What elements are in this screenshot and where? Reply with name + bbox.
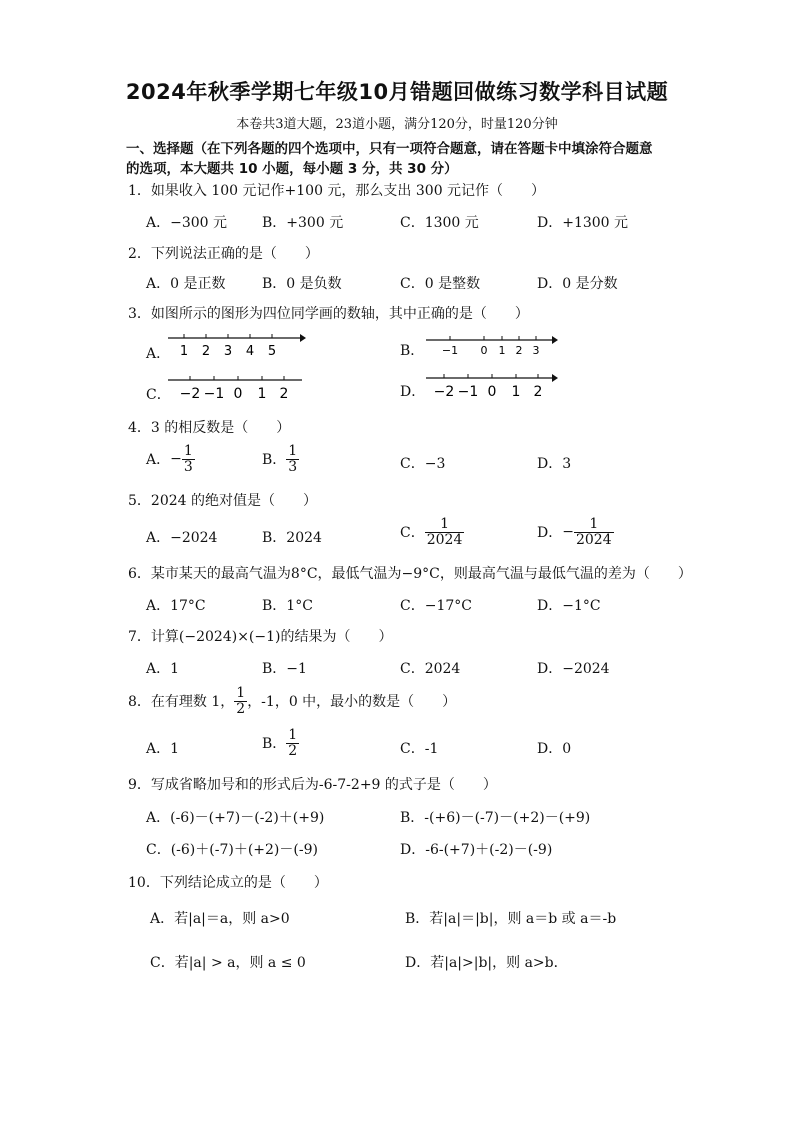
question-2-stem: 2．下列说法正确的是（ ） (128, 246, 319, 262)
tick-label: 1 (498, 344, 506, 357)
number-line-c (166, 370, 306, 404)
section-heading-line2: 的选项，本大题共 10 小题，每小题 3 分，共 30 分） (126, 161, 458, 177)
tick-label: 0 (233, 386, 243, 402)
question-3-stem: 3．如图所示的图形为四位同学画的数轴，其中正确的是（ ） (128, 306, 529, 322)
q8-option-a: A．1 (146, 741, 180, 757)
q4-option-d: D．3 (537, 456, 572, 472)
tick-label: 1 (179, 344, 189, 359)
q9-option-d: D．-6-(+7)＋(-2)－(-9) (400, 842, 553, 858)
q3-option-d: D． (400, 384, 426, 400)
tick-label: −2 (433, 384, 455, 400)
q5-option-a: A．−2024 (146, 530, 218, 546)
tick-label: 1 (257, 386, 267, 402)
q2-option-c: C．0 是整数 (400, 276, 481, 292)
q3-option-c: C． (146, 387, 171, 403)
tick-label: −1 (441, 344, 459, 357)
q2-option-a: A．0 是正数 (146, 276, 226, 292)
q1-option-b: B．+300 元 (262, 215, 344, 231)
q10-option-c: C．若|a| > a，则 a ≤ 0 (150, 955, 306, 971)
tick-label: 1 (511, 384, 521, 400)
tick-label: 3 (532, 344, 540, 357)
q10-option-a: A．若|a|＝a，则 a>0 (150, 911, 290, 927)
q8-option-c: C．-1 (400, 741, 439, 757)
q7-option-a: A．1 (146, 661, 180, 677)
q4-option-c: C．−3 (400, 456, 446, 472)
q2-option-b: B．0 是负数 (262, 276, 342, 292)
q3-option-a: A． (146, 346, 171, 362)
tick-label: −1 (457, 384, 479, 400)
q7-option-b: B．−1 (262, 661, 307, 677)
section-heading-line1: 一、选择题（在下列各题的四个选项中，只有一项符合题意，请在答题卡中填涂符合题意 (126, 141, 653, 157)
q6-option-d: D．−1°C (537, 598, 601, 614)
tick-label: 3 (223, 344, 233, 359)
number-line-b (424, 330, 560, 360)
number-line-a (166, 328, 308, 362)
q5-option-d: D．− $\frac{1}{2024}$ (537, 516, 612, 548)
q6-option-b: B．1°C (262, 598, 313, 614)
q3-option-b: B． (400, 343, 425, 359)
q8-option-d: D．0 (537, 741, 572, 757)
q8-option-b: B． $\frac{1}{2}$ (262, 727, 298, 759)
tick-label: 2 (201, 344, 211, 359)
tick-label: 5 (267, 344, 277, 359)
number-line-d (424, 368, 560, 402)
q4-option-b: B． $\frac{1}{3}$ (262, 443, 298, 475)
question-7-stem: 7．计算(−2024)×(−1)的结果为（ ） (128, 629, 393, 645)
question-4-stem: 4．3 的相反数是（ ） (128, 420, 291, 436)
q6-option-a: A．17°C (146, 598, 206, 614)
q9-option-b: B．-(+6)－(-7)－(+2)－(+9) (400, 810, 591, 826)
q1-option-d: D．+1300 元 (537, 215, 629, 231)
q10-option-d: D．若|a|>|b|，则 a>b． (405, 955, 568, 971)
q10-option-b: B．若|a|＝|b|，则 a＝b 或 a＝-b (405, 911, 617, 927)
tick-label: 2 (533, 384, 543, 400)
tick-label: 4 (245, 344, 255, 359)
question-5-stem: 5．2024 的绝对值是（ ） (128, 493, 317, 509)
q5-option-c: C． $\frac{1}{2024}$ (400, 516, 463, 548)
question-9-stem: 9．写成省略加号和的形式后为-6-7-2+9 的式子是（ ） (128, 777, 497, 793)
page-title: 2024年秋季学期七年级10月错题回做练习数学科目试题 (125, 80, 669, 104)
q4-option-a: A．− $\frac{1}{3}$ (146, 443, 193, 475)
q9-option-c: C．(-6)＋(-7)＋(+2)－(-9) (146, 842, 318, 858)
tick-label: 2 (279, 386, 289, 402)
q9-option-a: A．(-6)－(+7)－(-2)＋(+9) (146, 810, 325, 826)
q1-option-a: A．−300 元 (146, 215, 228, 231)
q7-option-c: C．2024 (400, 661, 461, 677)
tick-label: 2 (515, 344, 523, 357)
question-10-stem: 10．下列结论成立的是（ ） (128, 875, 328, 891)
tick-label: −1 (203, 386, 225, 402)
exam-info: 本卷共3道大题，23道小题，满分120分，时量120分钟 (236, 117, 558, 132)
tick-label: −2 (179, 386, 201, 402)
question-8-stem: 8．在有理数 1， $\frac{1}{2}$ ，-1，0 中，最小的数是（ ） (128, 685, 457, 717)
q1-option-c: C．1300 元 (400, 215, 479, 231)
question-6-stem: 6．某市某天的最高气温为8°C，最低气温为−9°C，则最高气温与最低气温的差为（ ） (128, 566, 692, 582)
q2-option-d: D．0 是分数 (537, 276, 618, 292)
q6-option-c: C．−17°C (400, 598, 472, 614)
q5-option-b: B．2024 (262, 530, 322, 546)
question-1-stem: 1．如果收入 100 元记作+100 元，那么支出 300 元记作（ ） (128, 183, 546, 199)
tick-label: 0 (480, 344, 488, 357)
q7-option-d: D．−2024 (537, 661, 610, 677)
tick-label: 0 (487, 384, 497, 400)
